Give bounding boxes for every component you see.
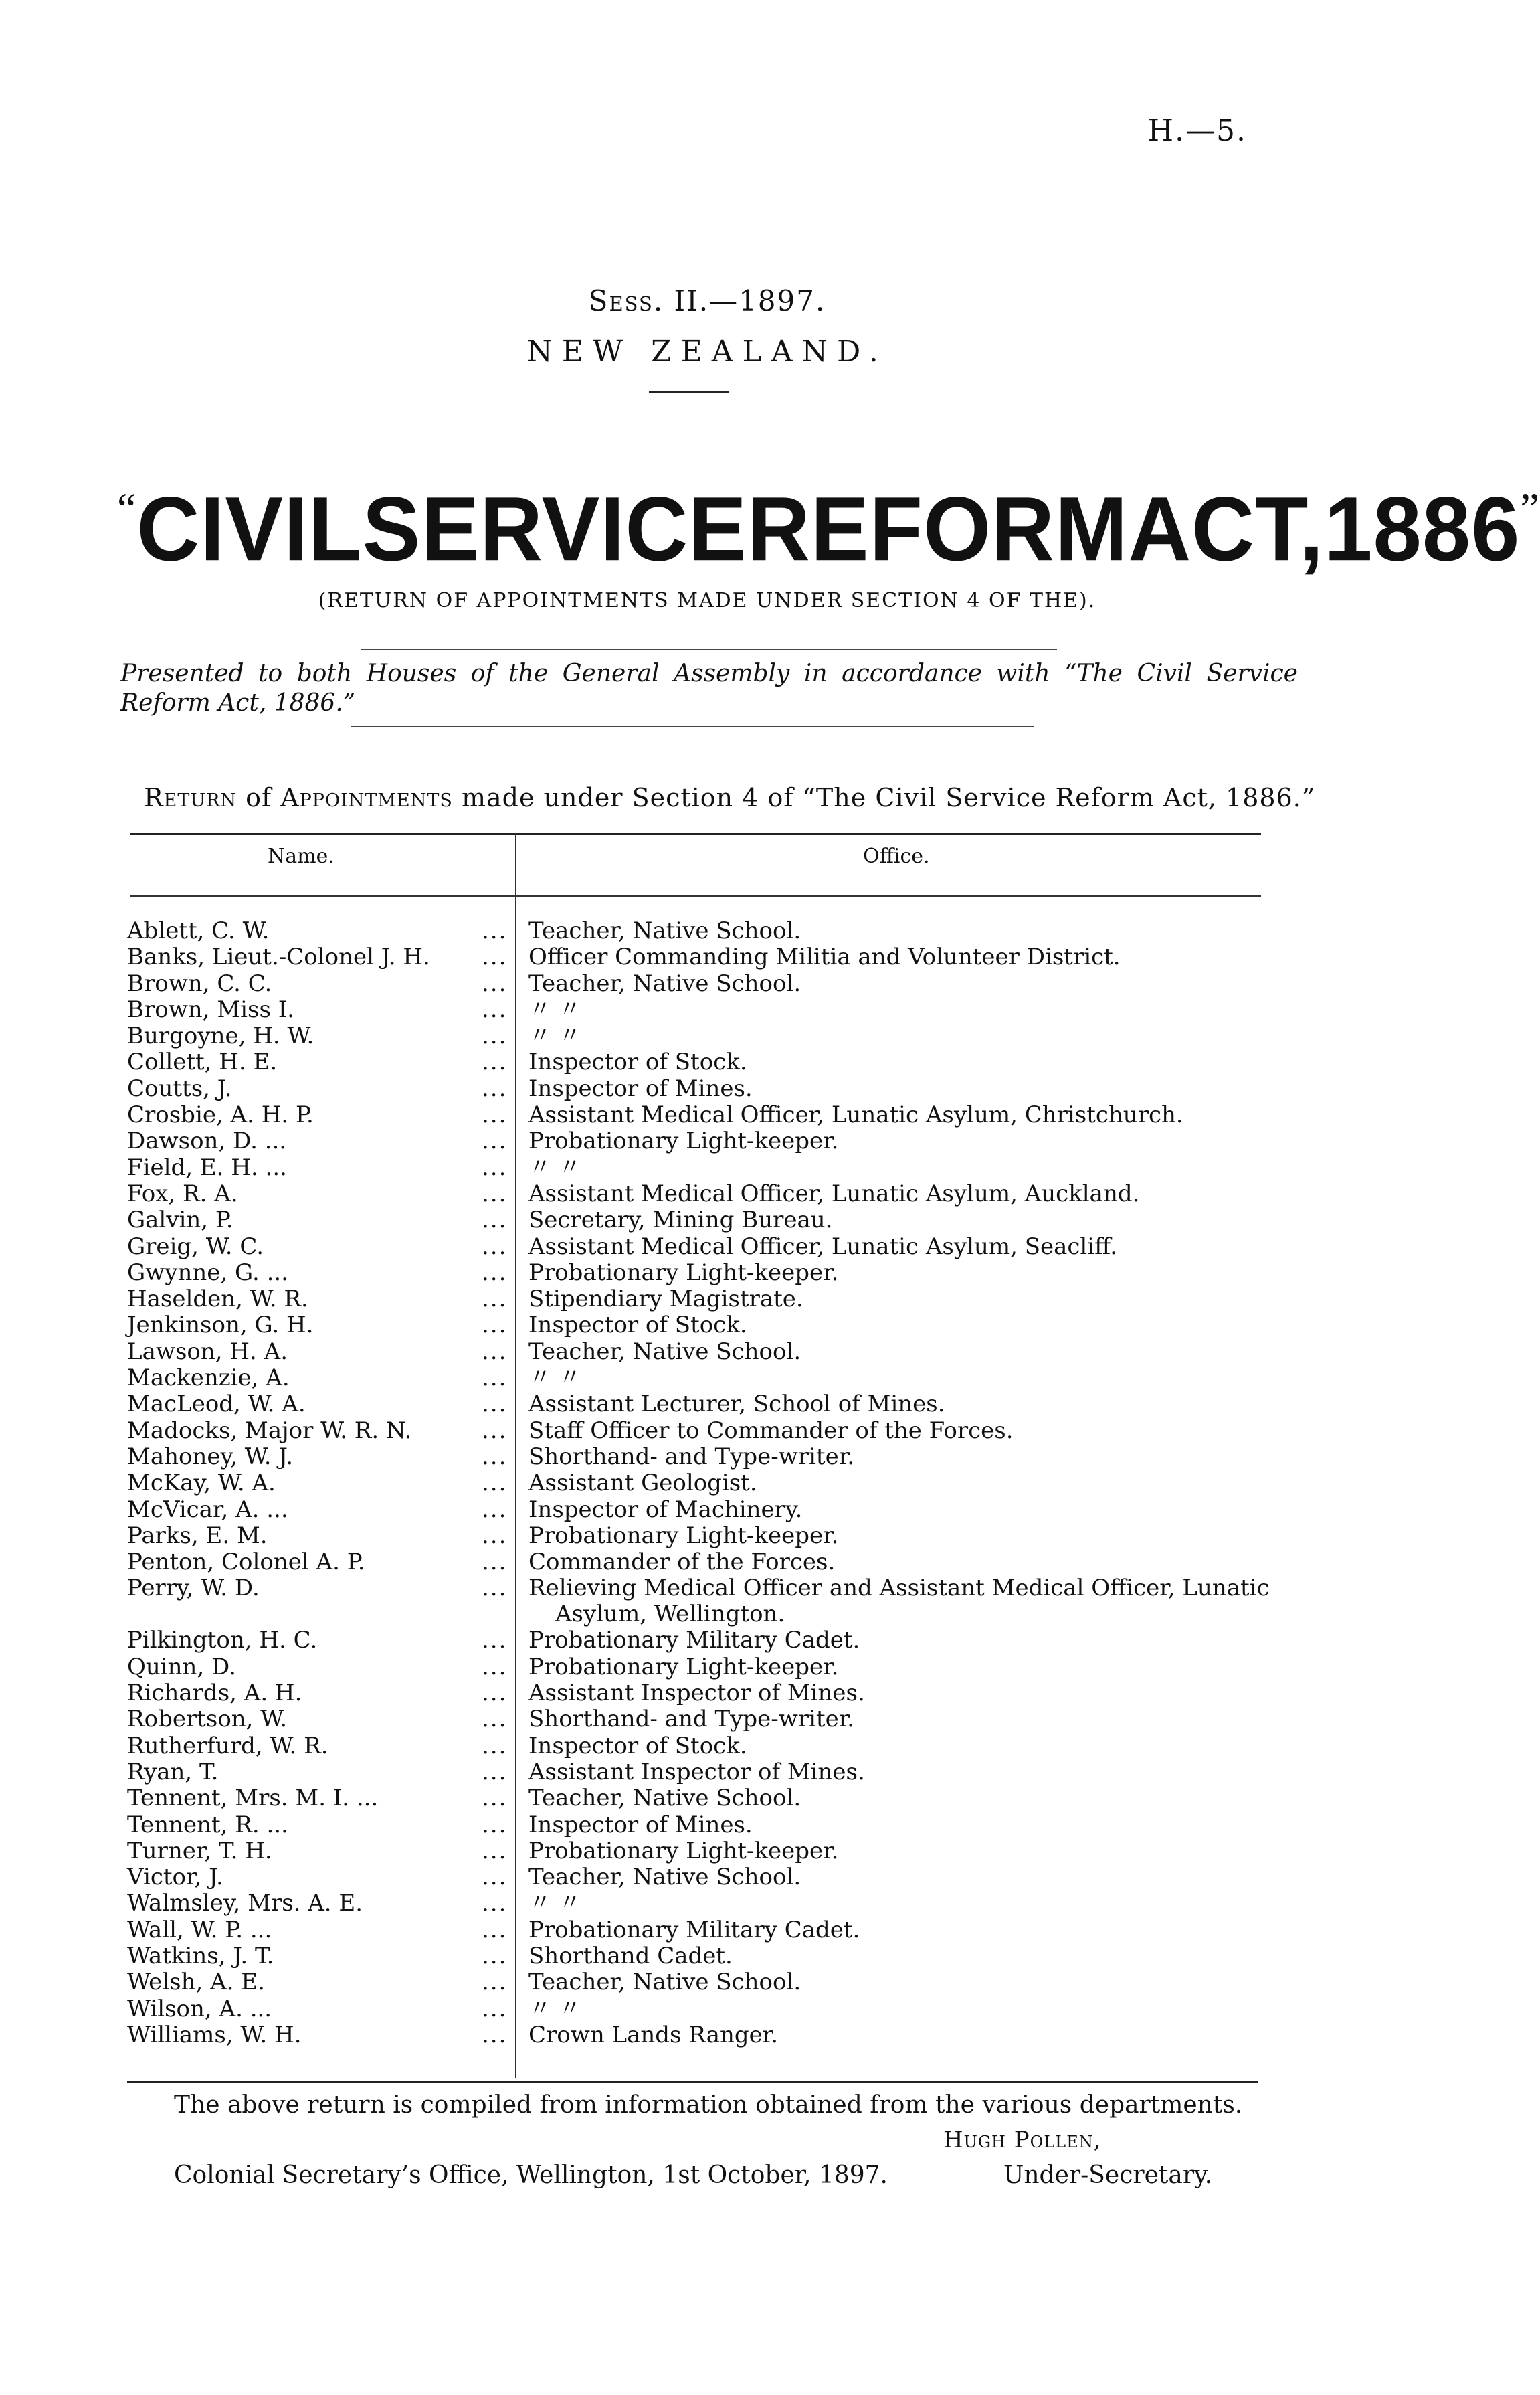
table-row bbox=[127, 1260, 1278, 1286]
table-row bbox=[127, 1523, 1278, 1549]
appointee-name: Wall, W. P. ... bbox=[127, 1916, 272, 1943]
office-cell bbox=[528, 1497, 802, 1523]
office-cell bbox=[528, 971, 801, 997]
office-cell bbox=[528, 1943, 733, 1969]
appointee-name: Williams, W. H. bbox=[127, 2021, 302, 2048]
table-row bbox=[127, 1917, 1278, 1943]
caption-of: of bbox=[246, 783, 272, 812]
appointee-name: Field, E. H. ... bbox=[127, 1154, 287, 1181]
table-row bbox=[127, 1155, 1278, 1181]
table-row bbox=[127, 1969, 1278, 1995]
office-title: Inspector of Mines. bbox=[528, 1811, 753, 1838]
office-title: Relieving Medical Officer and Assistant Medical Officer, Lunatic bbox=[528, 1575, 1270, 1602]
table-row bbox=[127, 1733, 1278, 1759]
leader-dots: ... bbox=[482, 1128, 508, 1155]
close-quote: ” bbox=[1520, 483, 1540, 534]
appointee-name: Robertson, W. bbox=[127, 1706, 288, 1733]
office-title: Shorthand Cadet. bbox=[528, 1942, 733, 1969]
appointee-name: Haselden, W. R. bbox=[127, 1285, 308, 1313]
office-title: Staff Officer to Commander of the Forces. bbox=[528, 1417, 1014, 1444]
office-title: Inspector of Machinery. bbox=[528, 1496, 803, 1523]
appointee-name: Penton, Colonel A. P. bbox=[127, 1548, 365, 1576]
appointee-name: Lawson, H. A. bbox=[127, 1338, 288, 1365]
open-quote: “ bbox=[117, 483, 137, 534]
office-cell bbox=[528, 1339, 801, 1365]
office-cell bbox=[528, 918, 801, 944]
appointee-name: Galvin, P. bbox=[127, 1207, 233, 1234]
table-row bbox=[127, 1286, 1278, 1312]
leader-dots: ... bbox=[482, 1548, 508, 1576]
leader-dots: ... bbox=[482, 1417, 508, 1444]
leader-dots: ... bbox=[482, 1522, 508, 1549]
office-title: 〃 〃 bbox=[528, 1995, 581, 2022]
leader-dots: ... bbox=[482, 1706, 508, 1733]
caption-appointments: Appointments bbox=[280, 783, 453, 812]
footnote: The above return is compiled from information obtained from the various departments. bbox=[174, 2091, 1243, 2119]
appointee-name: Mackenzie, A. bbox=[127, 1364, 290, 1392]
leader-dots: ... bbox=[482, 1732, 508, 1759]
appointee-name: Burgoyne, H. W. bbox=[127, 1023, 314, 1050]
appointee-name: Watkins, J. T. bbox=[127, 1942, 274, 1969]
table-row bbox=[127, 1812, 1278, 1838]
signatory-name: Hugh Pollen, bbox=[943, 2127, 1102, 2153]
office-cell bbox=[528, 1181, 1139, 1207]
office-title: Probationary Military Cadet. bbox=[528, 1627, 860, 1654]
table-row bbox=[127, 1996, 1278, 2022]
office-title-continued: Asylum, Wellington. bbox=[555, 1601, 785, 1628]
table-row bbox=[127, 1706, 1278, 1733]
appointee-name: Fox, R. A. bbox=[127, 1180, 238, 1207]
appointee-name: Wilson, A. ... bbox=[127, 1995, 272, 2022]
appointee-name: MacLeod, W. A. bbox=[127, 1391, 306, 1418]
table-row bbox=[127, 1023, 1278, 1049]
office-title: 〃 〃 bbox=[528, 1154, 581, 1181]
office-title: Probationary Light-keeper. bbox=[528, 1653, 839, 1680]
appointee-name: Pilkington, H. C. bbox=[127, 1627, 318, 1654]
office-title: Commander of the Forces. bbox=[528, 1548, 836, 1576]
office-title: Inspector of Stock. bbox=[528, 1049, 747, 1076]
office-cell bbox=[528, 1365, 581, 1391]
office-title: Teacher, Native School. bbox=[528, 1338, 801, 1365]
leader-dots: ... bbox=[482, 996, 508, 1023]
leader-dots: ... bbox=[482, 944, 508, 971]
table-row bbox=[127, 1575, 1278, 1627]
appointee-name: Madocks, Major W. R. N. bbox=[127, 1417, 412, 1444]
appointee-name: Turner, T. H. bbox=[127, 1837, 272, 1864]
document-subtitle: (RETURN OF APPOINTMENTS MADE UNDER SECTION 4 OF THE). bbox=[318, 589, 1096, 612]
title-word: SERVICE bbox=[362, 477, 748, 580]
leader-dots: ... bbox=[482, 1233, 508, 1260]
table-top-rule bbox=[130, 833, 1261, 835]
office-cell bbox=[528, 1680, 865, 1706]
table-row bbox=[127, 1654, 1278, 1680]
leader-dots: ... bbox=[482, 1496, 508, 1523]
table-header-rule bbox=[130, 895, 1261, 897]
appointee-name: Brown, Miss I. bbox=[127, 996, 294, 1023]
leader-dots: ... bbox=[482, 1575, 508, 1602]
appointee-name: McKay, W. A. bbox=[127, 1470, 276, 1497]
office-title: Teacher, Native School. bbox=[528, 1864, 801, 1891]
title-word: CIVIL bbox=[136, 477, 363, 580]
office-title: Teacher, Native School. bbox=[528, 1785, 801, 1812]
column-header-office: Office. bbox=[863, 845, 930, 868]
office-cell bbox=[528, 1049, 747, 1075]
table-row bbox=[127, 1339, 1278, 1365]
appointee-name: Collett, H. E. bbox=[127, 1049, 278, 1076]
office-cell bbox=[528, 1470, 757, 1496]
office-title: Stipendiary Magistrate. bbox=[528, 1285, 803, 1313]
table-row bbox=[127, 1391, 1278, 1417]
leader-dots: ... bbox=[482, 1049, 508, 1076]
leader-dots: ... bbox=[482, 1785, 508, 1812]
table-bottom-rule bbox=[127, 2081, 1258, 2083]
appointee-name: Perry, W. D. bbox=[127, 1575, 260, 1602]
table-row bbox=[127, 1680, 1278, 1706]
table-row bbox=[127, 1312, 1278, 1338]
table-row bbox=[127, 1497, 1278, 1523]
table-caption bbox=[144, 783, 1315, 812]
leader-dots: ... bbox=[482, 1890, 508, 1917]
office-title: Teacher, Native School. bbox=[528, 970, 801, 997]
leader-dots: ... bbox=[482, 1075, 508, 1102]
office-cell bbox=[528, 1864, 801, 1890]
leader-dots: ... bbox=[482, 1653, 508, 1680]
title-word: 1886 bbox=[1324, 477, 1521, 580]
office-cell bbox=[528, 1812, 753, 1838]
table-row bbox=[127, 2022, 1278, 2048]
leader-dots: ... bbox=[482, 1969, 508, 1996]
leader-dots: ... bbox=[482, 1391, 508, 1418]
table-row bbox=[127, 918, 1278, 944]
office-cell bbox=[528, 1286, 803, 1312]
office-title: Assistant Inspector of Mines. bbox=[528, 1680, 865, 1707]
appointee-name: Brown, C. C. bbox=[127, 970, 272, 997]
column-header-name: Name. bbox=[268, 845, 334, 868]
table-row bbox=[127, 1365, 1278, 1391]
appointee-name: Parks, E. M. bbox=[127, 1522, 268, 1549]
office-title: Assistant Geologist. bbox=[528, 1470, 757, 1497]
table-row bbox=[127, 1470, 1278, 1496]
office-title: Inspector of Stock. bbox=[528, 1732, 747, 1759]
country-heading: NEW ZEALAND. bbox=[526, 335, 888, 369]
divider bbox=[351, 726, 1034, 727]
office-title: 〃 〃 bbox=[528, 1023, 581, 1050]
office-title: Assistant Inspector of Mines. bbox=[528, 1758, 865, 1785]
appointee-name: Tennent, Mrs. M. I. ... bbox=[127, 1785, 379, 1812]
office-title: 〃 〃 bbox=[528, 1890, 581, 1917]
leader-dots: ... bbox=[482, 1207, 508, 1234]
leader-dots: ... bbox=[482, 970, 508, 997]
appointee-name: Quinn, D. bbox=[127, 1653, 236, 1680]
office-cell bbox=[528, 1549, 835, 1575]
document-title bbox=[117, 476, 1540, 582]
leader-dots: ... bbox=[482, 1364, 508, 1392]
office-cell bbox=[528, 1654, 838, 1680]
office-title: Probationary Light-keeper. bbox=[528, 1522, 839, 1549]
appointee-name: Welsh, A. E. bbox=[127, 1969, 265, 1996]
leader-dots: ... bbox=[482, 1942, 508, 1969]
table-row bbox=[127, 1207, 1278, 1233]
leader-dots: ... bbox=[482, 1101, 508, 1129]
office-cell bbox=[528, 1418, 1014, 1444]
appointee-name: McVicar, A. ... bbox=[127, 1496, 288, 1523]
leader-dots: ... bbox=[482, 1811, 508, 1838]
table-row bbox=[127, 944, 1278, 970]
appointments-table bbox=[127, 918, 1278, 2048]
table-row bbox=[127, 1418, 1278, 1444]
signatory-title: Under-Secretary. bbox=[1003, 2161, 1213, 2189]
office-cell bbox=[528, 1733, 747, 1759]
office-cell bbox=[528, 1234, 1117, 1260]
office-title: Teacher, Native School. bbox=[528, 917, 801, 944]
office-title: Crown Lands Ranger. bbox=[528, 2021, 779, 2048]
leader-dots: ... bbox=[482, 1995, 508, 2022]
leader-dots: ... bbox=[482, 1285, 508, 1313]
leader-dots: ... bbox=[482, 1338, 508, 1365]
appointee-name: Coutts, J. bbox=[127, 1075, 232, 1102]
office-cell bbox=[528, 1312, 747, 1338]
leader-dots: ... bbox=[482, 1627, 508, 1654]
office-title: Assistant Medical Officer, Lunatic Asylum, Christchurch. bbox=[528, 1101, 1183, 1129]
office-cell bbox=[528, 1706, 854, 1733]
office-cell bbox=[528, 1523, 838, 1549]
office-title: Officer Commanding Militia and Volunteer District. bbox=[528, 944, 1121, 971]
leader-dots: ... bbox=[482, 1312, 508, 1339]
leader-dots: ... bbox=[482, 1470, 508, 1497]
presented-note: Presented to both Houses of the General Assembly in accordance with “The Civil Service Reform Act, 1886.” bbox=[120, 660, 1298, 717]
appointee-name: Banks, Lieut.-Colonel J. H. bbox=[127, 944, 430, 971]
office-cell bbox=[528, 1444, 854, 1470]
office-title: Shorthand- and Type-writer. bbox=[528, 1706, 855, 1733]
office-cell bbox=[528, 944, 1121, 970]
title-word: ACT, bbox=[1128, 477, 1325, 580]
office-title: 〃 〃 bbox=[528, 996, 581, 1023]
office-title: Assistant Medical Officer, Lunatic Asylum, Seacliff. bbox=[528, 1233, 1117, 1260]
divider bbox=[361, 649, 1057, 650]
appointee-name: Ryan, T. bbox=[127, 1758, 219, 1785]
caption-rest: made under Section 4 of “The Civil Service Reform Act, 1886.” bbox=[461, 783, 1316, 812]
leader-dots: ... bbox=[482, 1916, 508, 1943]
table-row bbox=[127, 1549, 1278, 1575]
office-cell bbox=[528, 1785, 801, 1811]
appointee-name: Walmsley, Mrs. A. E. bbox=[127, 1890, 363, 1917]
office-cell bbox=[528, 1207, 832, 1233]
appointee-name: Crosbie, A. H. P. bbox=[127, 1101, 314, 1129]
office-title: Probationary Light-keeper. bbox=[528, 1128, 839, 1155]
appointee-name: Richards, A. H. bbox=[127, 1680, 302, 1707]
office-title: 〃 〃 bbox=[528, 1364, 581, 1392]
office-cell bbox=[528, 1890, 581, 1917]
appointee-name: Victor, J. bbox=[127, 1864, 223, 1891]
office-title: Assistant Medical Officer, Lunatic Asylum, Auckland. bbox=[528, 1180, 1140, 1207]
leader-dots: ... bbox=[482, 1680, 508, 1707]
table-row bbox=[127, 1864, 1278, 1890]
table-row bbox=[127, 1102, 1278, 1128]
appointee-name: Dawson, D. ... bbox=[127, 1128, 287, 1155]
appointee-name: Greig, W. C. bbox=[127, 1233, 264, 1260]
office-cell bbox=[528, 1391, 945, 1417]
document-reference: H.—5. bbox=[1147, 114, 1247, 148]
session-heading: Sess. II.—1897. bbox=[588, 284, 826, 317]
office-cell bbox=[528, 1627, 860, 1654]
office-title: Inspector of Mines. bbox=[528, 1075, 753, 1102]
office-cell bbox=[528, 1969, 801, 1995]
office-title: Secretary, Mining Bureau. bbox=[528, 1207, 833, 1234]
office-cell bbox=[528, 1102, 1183, 1128]
office-title: Shorthand- and Type-writer. bbox=[528, 1443, 855, 1470]
office-cell bbox=[528, 1759, 865, 1785]
table-row bbox=[127, 1838, 1278, 1864]
appointee-name: Gwynne, G. ... bbox=[127, 1259, 288, 1286]
table-row bbox=[127, 1049, 1278, 1075]
table-row bbox=[127, 1785, 1278, 1811]
office-cell bbox=[528, 1076, 753, 1102]
leader-dots: ... bbox=[482, 1758, 508, 1785]
office-cell bbox=[528, 1996, 581, 2022]
table-row bbox=[127, 1943, 1278, 1969]
table-row bbox=[127, 1627, 1278, 1654]
office-title: Inspector of Stock. bbox=[528, 1312, 747, 1339]
caption-return: Return bbox=[144, 783, 237, 812]
appointee-name: Jenkinson, G. H. bbox=[127, 1312, 314, 1339]
table-row bbox=[127, 1759, 1278, 1785]
leader-dots: ... bbox=[482, 1864, 508, 1891]
leader-dots: ... bbox=[482, 1259, 508, 1286]
table-row bbox=[127, 997, 1278, 1023]
table-row bbox=[127, 1181, 1278, 1207]
office-cell bbox=[528, 1838, 838, 1864]
appointee-name: Ablett, C. W. bbox=[127, 917, 270, 944]
table-row bbox=[127, 1076, 1278, 1102]
office-date-line: Colonial Secretary’s Office, Wellington, 1st October, 1897. bbox=[174, 2161, 888, 2189]
leader-dots: ... bbox=[482, 1443, 508, 1470]
leader-dots: ... bbox=[482, 917, 508, 944]
table-row bbox=[127, 1234, 1278, 1260]
table-row bbox=[127, 1128, 1278, 1154]
office-title: Assistant Lecturer, School of Mines. bbox=[528, 1391, 945, 1418]
office-cell bbox=[528, 1128, 838, 1154]
office-cell bbox=[528, 1023, 581, 1049]
leader-dots: ... bbox=[482, 1837, 508, 1864]
office-cell bbox=[528, 1260, 838, 1286]
office-cell bbox=[528, 2022, 778, 2048]
office-cell bbox=[528, 1575, 1278, 1627]
office-title: Probationary Light-keeper. bbox=[528, 1837, 839, 1864]
title-word: REFORM bbox=[747, 477, 1129, 580]
leader-dots: ... bbox=[482, 1154, 508, 1181]
appointee-name: Tennent, R. ... bbox=[127, 1811, 288, 1838]
leader-dots: ... bbox=[482, 2021, 508, 2048]
office-cell bbox=[528, 1917, 860, 1943]
office-title: Probationary Military Cadet. bbox=[528, 1916, 860, 1943]
appointee-name: Rutherfurd, W. R. bbox=[127, 1732, 328, 1759]
office-title: Teacher, Native School. bbox=[528, 1969, 801, 1996]
office-cell bbox=[528, 1155, 581, 1181]
table-row bbox=[127, 1890, 1278, 1917]
office-title: Probationary Light-keeper. bbox=[528, 1259, 839, 1286]
leader-dots: ... bbox=[482, 1023, 508, 1050]
table-row bbox=[127, 1444, 1278, 1470]
appointee-name: Mahoney, W. J. bbox=[127, 1443, 294, 1470]
office-cell bbox=[528, 997, 581, 1023]
table-row bbox=[127, 971, 1278, 997]
divider bbox=[649, 391, 729, 393]
leader-dots: ... bbox=[482, 1180, 508, 1207]
